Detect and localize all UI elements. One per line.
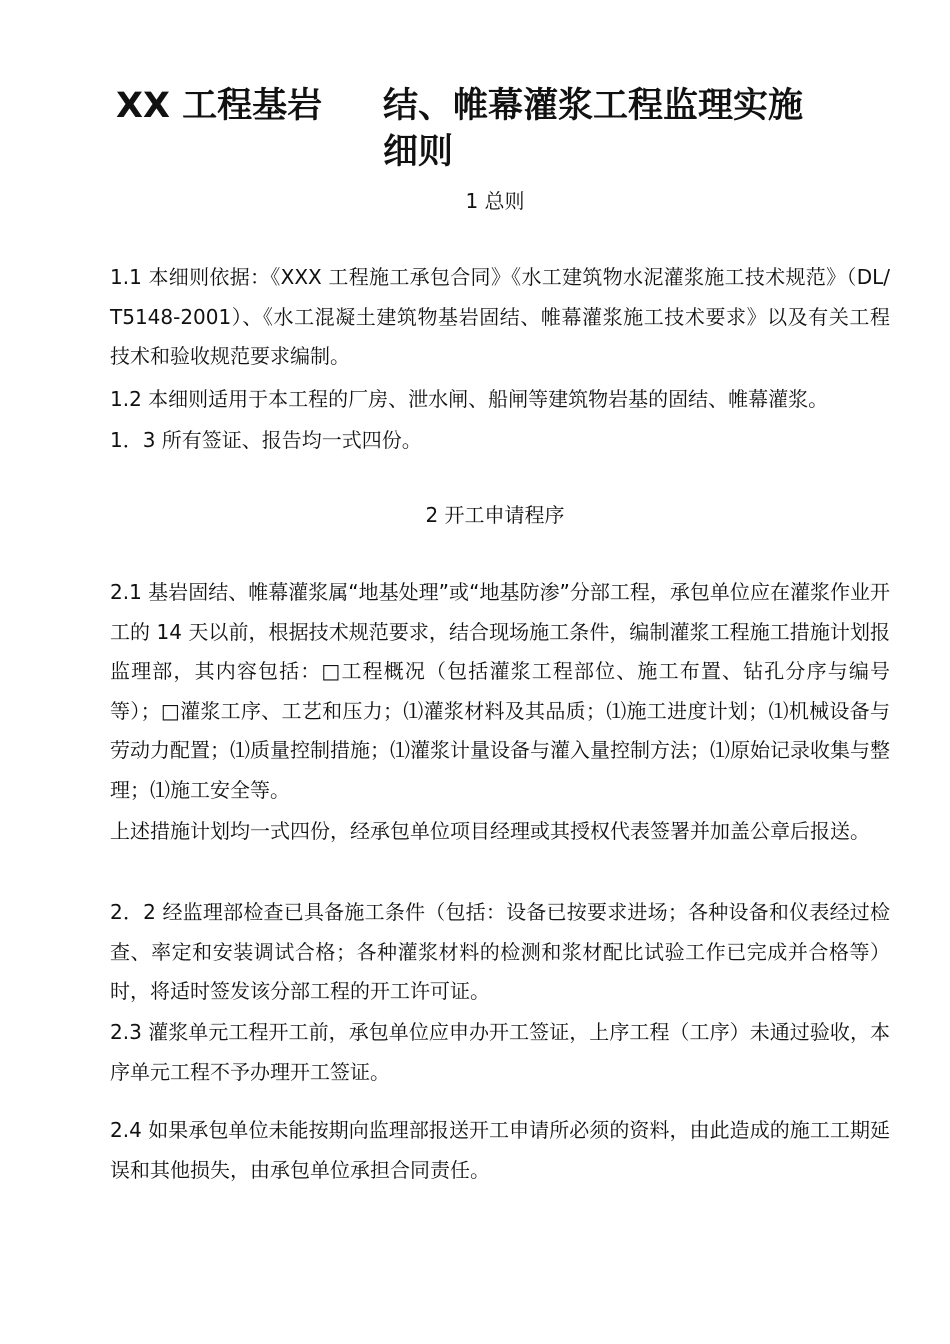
paragraph-2-1: 2.1 基岩固结、帷幕灌浆属“地基处理”或“地基防渗”分部工程，承包单位应在灌浆作业开工的 14 天以前，根据技术规范要求，结合现场施工条件，编制灌浆工程施工措施计划报监理部，其内容包括：□工程概况（包括灌浆工程部位、施工布置、钻孔分序与编号等）；□灌浆工序、工艺和压力；⑴灌浆材料及其品质；⑴施工进度计划；⑴机械设备与劳动力配置；⑴质量控制措施；⑴灌浆计量设备与灌入量控制方法；⑴原始记录收集与整理；⑴施工安全等。 — [110, 580, 890, 802]
paragraph-2-3: 2.3 灌浆单元工程开工前，承包单位应申办开工签证，上序工程（工序）未通过验收，本序单元工程不予办理开工签证。 — [110, 1020, 890, 1084]
paragraph-2-1-continued: 上述措施计划均一式四份，经承包单位项目经理或其授权代表签署并加盖公章后报送。 — [110, 819, 870, 843]
paragraph-1-3: 1．3 所有签证、报告均一式四份。 — [110, 428, 422, 452]
title-part-3: 细则 — [383, 132, 454, 172]
title-part-1: XX 工程基岩 — [116, 86, 323, 126]
title-part-2: 结、帷幕灌浆工程监理实施 — [383, 86, 804, 126]
paragraph-2-4: 2.4 如果承包单位未能按期向监理部报送开工申请所必须的资料，由此造成的施工工期延误和其他损失，由承包单位承担合同责任。 — [110, 1118, 890, 1182]
section-heading-general: 1 总则 — [465, 189, 525, 213]
paragraph-1-1: 1.1 本细则依据：《XXX 工程施工承包合同》《水工建筑物水泥灌浆施工技术规范》（DL/T5148-2001）、《水工混凝土建筑物基岩固结、帷幕灌浆施工技术要求》以及有关工程技术和验收规范要求编制。 — [110, 265, 890, 368]
paragraph-1-2: 1.2 本细则适用于本工程的厂房、泄水闸、船闸等建筑物岩基的固结、帷幕灌浆。 — [110, 387, 829, 411]
paragraph-2-2: 2．2 经监理部检查已具备施工条件（包括：设备已按要求进场；各种设备和仪表经过检查、率定和安装调试合格；各种灌浆材料的检测和浆材配比试验工作已完成并合格等）时，将适时签发该分部工程的开工许可证。 — [110, 900, 890, 1003]
section-heading-start-application: 2 开工申请程序 — [425, 503, 565, 527]
